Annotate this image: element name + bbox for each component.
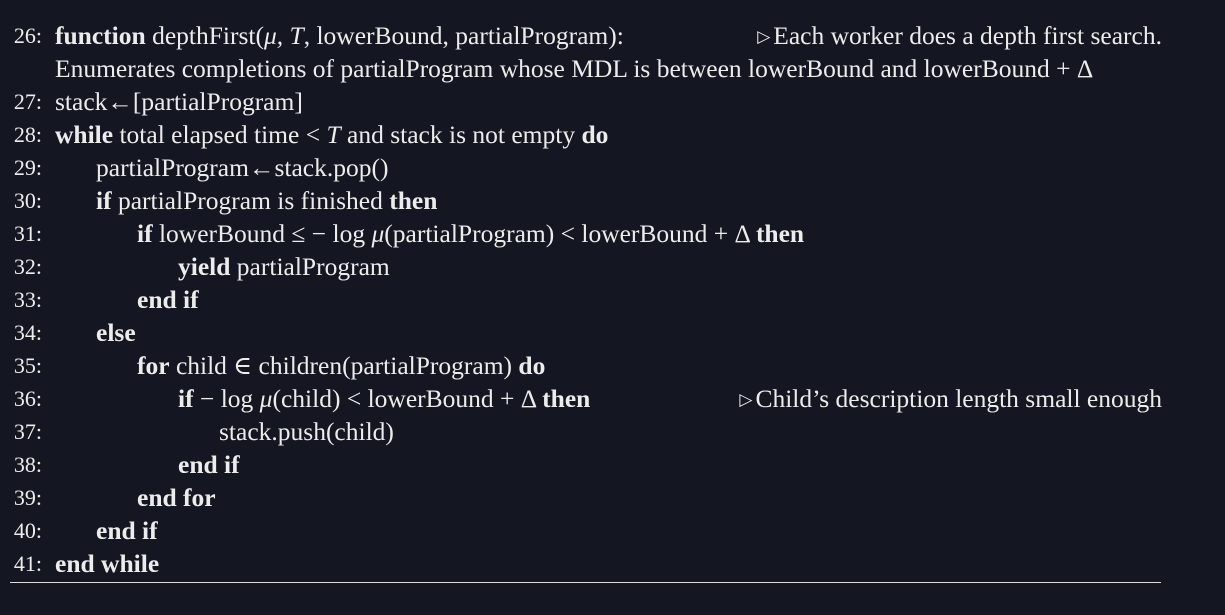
algorithm-line: [0, 283, 1225, 316]
algorithm-listing: [0, 19, 1225, 580]
line-code: [96, 316, 136, 349]
keyword: for: [137, 351, 170, 380]
line-number: 34:: [13, 320, 42, 345]
line-number: 32:: [13, 254, 42, 279]
algorithm-line: [0, 85, 1225, 118]
line-code: [137, 481, 216, 514]
line-code: [55, 118, 608, 151]
math-symbol: μ: [259, 384, 273, 413]
keyword: end while: [55, 549, 160, 578]
code-text: Enumerates completions of partialProgram whose MDL is between lowerBound and lowerBound + Δ: [55, 54, 1094, 83]
keyword: end if: [178, 450, 240, 479]
keyword: if: [96, 186, 112, 215]
algorithm-line: [0, 217, 1225, 250]
keyword: do: [518, 351, 546, 380]
code-text: child ∈ children(partialProgram): [169, 351, 519, 380]
algorithm-line: [0, 151, 1225, 184]
line-code: [219, 415, 394, 448]
line-code: [178, 250, 390, 283]
code-text: , lowerBound, partialProgram):: [303, 21, 624, 50]
line-number: 31:: [13, 221, 42, 246]
line-code: [55, 52, 1093, 85]
code-text: total elapsed time <: [113, 120, 327, 149]
code-text: partialProgram: [230, 252, 390, 281]
line-number: 27:: [13, 89, 42, 114]
keyword: then: [542, 384, 591, 413]
line-code: [55, 19, 624, 52]
algorithm-line: [0, 184, 1225, 217]
keyword: else: [96, 318, 136, 347]
algorithm-line: [0, 481, 1225, 514]
keyword: then: [755, 219, 805, 248]
line-comment: [739, 382, 1162, 416]
keyword: end if: [137, 285, 199, 314]
keyword: while: [55, 120, 114, 149]
code-text: (partialProgram) < lowerBound + Δ: [384, 219, 756, 248]
line-number: 38:: [13, 452, 42, 477]
line-code: [178, 382, 590, 415]
keyword: end for: [137, 483, 216, 512]
math-symbol: T: [326, 120, 341, 149]
code-text: partialProgram is finished: [111, 186, 390, 215]
line-comment: [757, 19, 1162, 53]
keyword: function: [55, 21, 146, 50]
comment-triangle-icon: ▷: [739, 390, 753, 409]
code-text: (child) < lowerBound + Δ: [272, 384, 543, 413]
bottom-rule: [10, 582, 1161, 583]
comment-text: Each worker does a depth first search.: [773, 21, 1162, 50]
keyword: if: [137, 219, 153, 248]
algorithm-line: [0, 316, 1225, 349]
algorithm-line: [0, 52, 1225, 85]
algorithm-line: [0, 118, 1225, 151]
code-text: depthFirst(: [145, 21, 264, 50]
line-code: [96, 514, 158, 547]
keyword: yield: [178, 252, 231, 281]
comment-text: Child’s description length small enough: [755, 384, 1162, 413]
line-code: [178, 448, 240, 481]
line-code: [137, 217, 804, 250]
math-symbol: μ, T: [263, 21, 304, 50]
code-text: and stack is not empty: [340, 120, 582, 149]
keyword: then: [389, 186, 438, 215]
line-number: 35:: [13, 353, 42, 378]
line-number: 30:: [13, 188, 42, 213]
algorithm-line: [0, 19, 1225, 52]
line-code: [96, 151, 388, 184]
line-code: [137, 283, 199, 316]
line-number: 33:: [13, 287, 42, 312]
algorithm-line: [0, 250, 1225, 283]
line-number: 40:: [13, 518, 42, 543]
algorithm-line: [0, 448, 1225, 481]
keyword: if: [178, 384, 194, 413]
code-text: stack←[partialProgram]: [55, 87, 303, 116]
line-code: [96, 184, 437, 217]
line-number: 29:: [13, 155, 42, 180]
code-text: lowerBound ≤ − log: [152, 219, 372, 248]
line-code: [55, 547, 159, 580]
algorithm-line: [0, 415, 1225, 448]
line-number: 26:: [13, 23, 42, 48]
keyword: do: [581, 120, 609, 149]
line-number: 28:: [13, 122, 42, 147]
math-symbol: μ: [371, 219, 385, 248]
line-number: 41:: [13, 551, 42, 576]
line-number: 39:: [13, 485, 42, 510]
algorithm-line: [0, 382, 1225, 415]
line-code: [55, 85, 303, 118]
line-code: [137, 349, 545, 382]
code-text: − log: [193, 384, 260, 413]
code-text: partialProgram←stack.pop(): [96, 153, 389, 182]
line-number: 37:: [13, 419, 42, 444]
keyword: end if: [96, 516, 158, 545]
algorithm-line: [0, 514, 1225, 547]
line-number: 36:: [13, 386, 42, 411]
comment-triangle-icon: ▷: [757, 27, 771, 46]
algorithm-line: [0, 349, 1225, 382]
algorithm-line: [0, 547, 1225, 580]
code-text: stack.push(child): [219, 417, 394, 446]
